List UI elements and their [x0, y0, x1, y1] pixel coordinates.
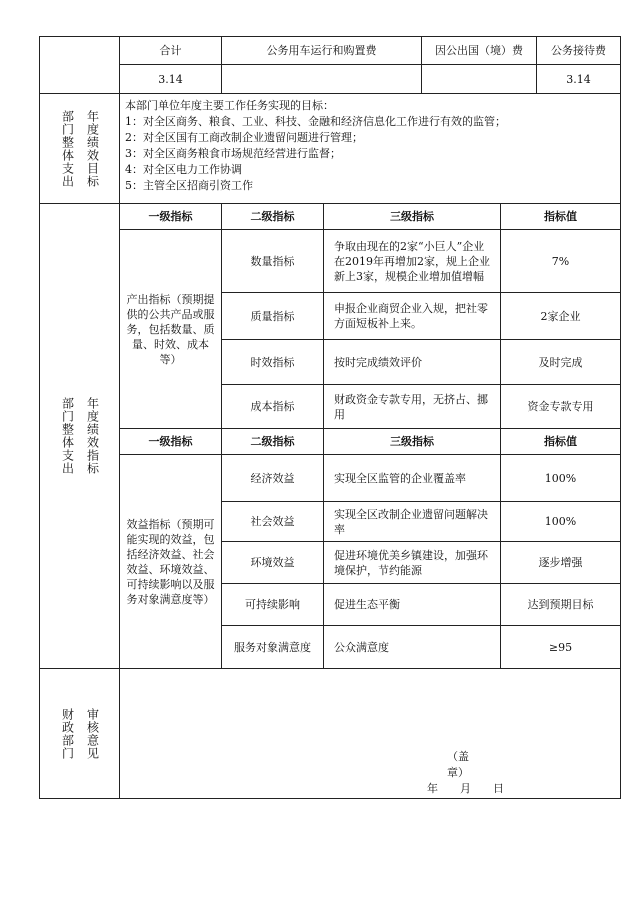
indicator-label-col2: 年度绩效指标	[85, 397, 100, 475]
output-level3: 按时完成绩效评价	[334, 355, 422, 369]
header-level3: 三级指标	[390, 435, 434, 448]
table-bottom-border	[39, 798, 621, 799]
summary-value-total: 3.14	[158, 72, 183, 86]
output-level1: 产出指标（预期提供的公共产品或服务，包括数量、质量、时效、成本等）	[126, 292, 215, 366]
benefit-level3: 促进生态平衡	[334, 598, 400, 611]
output-value: 及时完成	[538, 355, 583, 369]
summary-header-reception: 公务接待费	[551, 44, 606, 57]
goal-text	[125, 98, 617, 194]
benefit-level2: 环境效益	[250, 556, 295, 569]
indicator-label-col1: 部门整体支出	[60, 397, 75, 475]
indicator-section-label	[40, 204, 119, 668]
output-level2: 时效指标	[250, 355, 295, 369]
goal-line: 1：对全区商务、粮食、工业、科技、金融和经济信息化工作进行有效的监管；	[125, 115, 506, 128]
benefit-level3: 促进环境优美乡镇建设，加强环境保护，节约能源	[334, 548, 488, 577]
summary-value-overseas	[422, 65, 536, 93]
header-level1: 一级指标	[148, 435, 193, 448]
goal-section-label	[40, 94, 119, 203]
benefit-level3: 公众满意度	[334, 640, 389, 654]
row-divider	[39, 668, 621, 669]
benefit-level2: 可持续影响	[245, 598, 300, 611]
goal-label-col2: 年度绩效目标	[85, 109, 100, 188]
goal-line: 2：对全区国有工商改制企业遗留问题进行管理；	[125, 131, 363, 144]
output-value: 7%	[551, 254, 570, 268]
header-value: 指标值	[544, 210, 577, 223]
table-right-border	[620, 36, 621, 799]
output-level3: 财政资金专款专用，无挤占、挪用	[334, 392, 488, 421]
output-level2: 质量指标	[250, 309, 295, 323]
summary-value-vehicle	[222, 65, 421, 93]
output-level2: 数量指标	[250, 254, 295, 268]
benefit-value: 100%	[544, 515, 577, 528]
summary-header-vehicle: 公务用车运行和购置费	[266, 44, 377, 57]
goal-line: 本部门单位年度主要工作任务实现的目标：	[125, 99, 334, 112]
output-level2: 成本指标	[250, 400, 295, 413]
goal-line: 4：对全区电力工作协调	[125, 163, 242, 176]
header-level2: 二级指标	[250, 210, 295, 223]
benefit-value: ≥95	[548, 640, 573, 654]
output-value: 2家企业	[540, 309, 581, 323]
seal-placeholder: （盖章）	[447, 750, 469, 779]
row-divider	[39, 93, 621, 94]
benefit-level2: 服务对象满意度	[234, 640, 311, 654]
benefit-level1: 效益指标（预期可能实现的效益，包括经济效益、社会效益、环境效益、可持续影响以及服务对象满意度等）	[126, 517, 215, 606]
summary-header-overseas: 因公出国（境）费	[435, 44, 523, 57]
summary-header-total: 合计	[159, 44, 182, 57]
header-level1: 一级指标	[148, 210, 193, 223]
goal-label-col1: 部门整体支出	[60, 109, 75, 188]
review-label-col2: 审核意见	[85, 707, 100, 760]
summary-value-reception: 3.14	[566, 72, 591, 86]
benefit-level3: 实现全区监管的企业覆盖率	[334, 471, 466, 485]
benefit-value: 达到预期目标	[527, 598, 594, 611]
header-level3: 三级指标	[390, 210, 434, 223]
benefit-level3: 实现全区改制企业遗留问题解决率	[334, 507, 488, 536]
benefit-value: 逐步增强	[538, 556, 583, 569]
review-section-label	[40, 669, 119, 798]
benefit-value: 100%	[544, 471, 577, 485]
output-level3: 争取由现在的2家“小巨人”企业在2019年再增加2家，规上企业新上3家，规模企业增加值增幅	[334, 239, 490, 283]
header-level2: 二级指标	[250, 435, 295, 448]
benefit-level2: 社会效益	[250, 515, 295, 528]
header-value: 指标值	[544, 435, 577, 448]
review-label-col1: 财政部门	[60, 707, 75, 760]
output-level3: 申报企业商贸企业入规，把社零方面短板补上来。	[334, 302, 488, 330]
benefit-level2: 经济效益	[250, 471, 295, 485]
date-placeholder: 年 月 日	[427, 782, 504, 795]
goal-line: 3：对全区商务粮食市场规范经营进行监督；	[125, 147, 341, 160]
goal-line: 5：主管全区招商引资工作	[125, 179, 253, 192]
output-value: 资金专款专用	[527, 400, 594, 413]
